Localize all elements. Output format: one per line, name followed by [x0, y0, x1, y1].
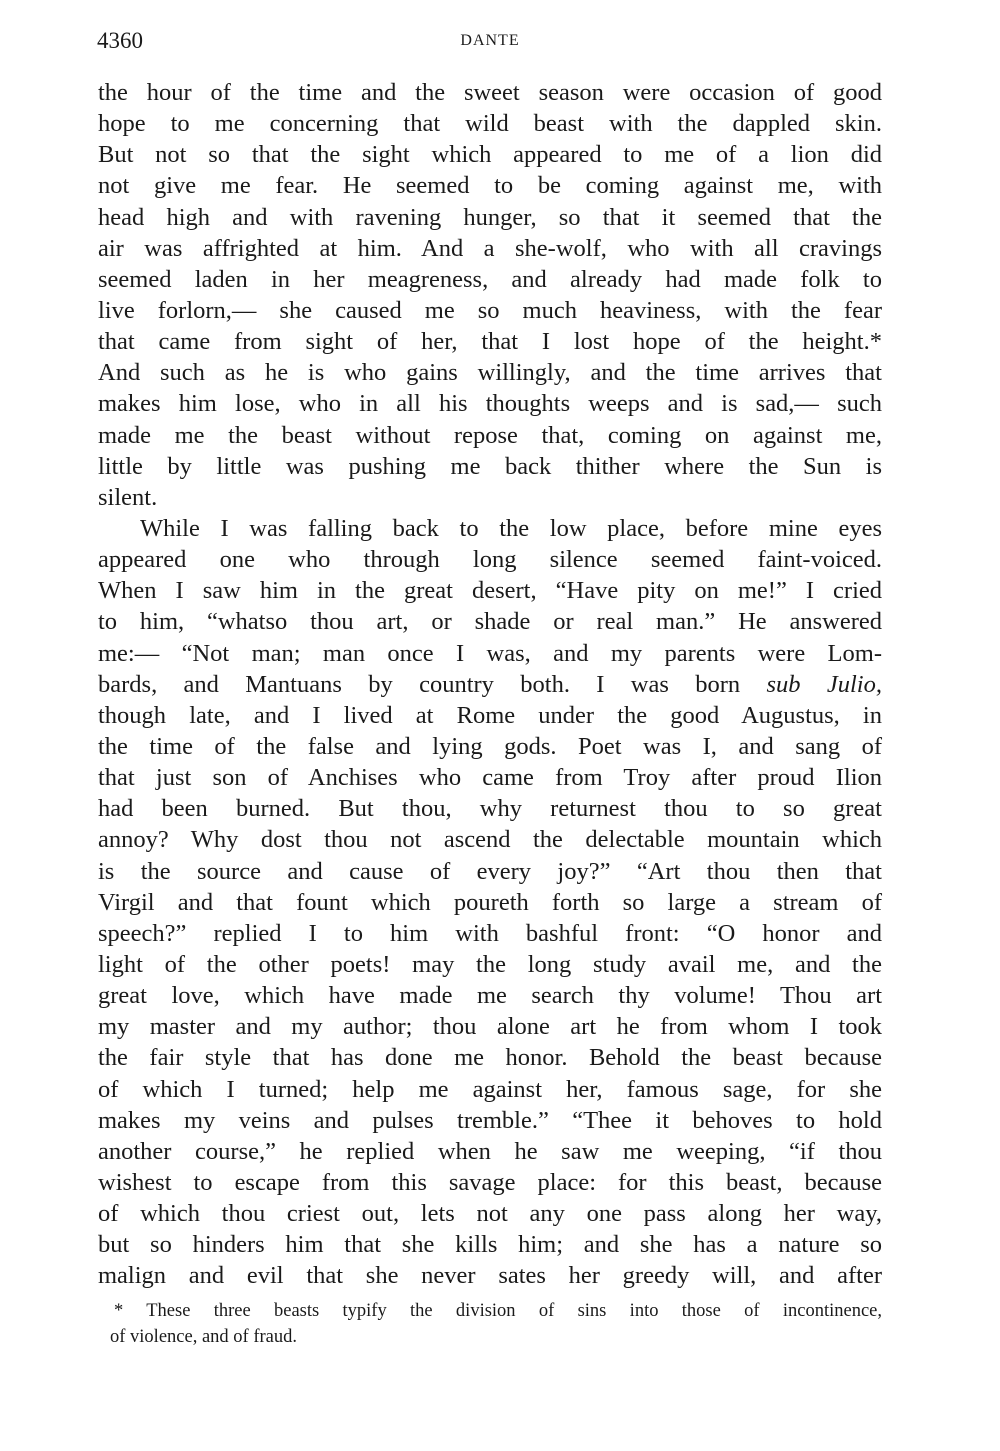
- text-line: but so hinders him that she kills him; and she has a nature so: [98, 1231, 882, 1259]
- page-number: 4360: [97, 28, 143, 53]
- text-line: another course,” he replied when he saw me weeping, “if thou: [98, 1137, 882, 1165]
- text-line: though late, and I lived at Rome under the good Augustus, in: [98, 701, 882, 729]
- text-line: of which thou criest out, lets not any one pass along her way,: [98, 1200, 882, 1228]
- text-line: light of the other poets! may the long study avail me, and the: [98, 950, 882, 978]
- running-title: DANTE: [460, 32, 520, 49]
- text-line: that came from sight of her, that I lost hope of the height.*: [98, 328, 882, 356]
- text-line: malign and evil that she never sates her greedy will, and after: [98, 1262, 882, 1290]
- text-line: [98, 669, 882, 700]
- text-line: to him, “whatso thou art, or shade or real man.” He answered: [98, 608, 882, 636]
- text-line: made me the beast without repose that, coming on against me,: [98, 421, 882, 449]
- text-line: makes him lose, who in all his thoughts weeps and is sad,— such: [98, 390, 882, 418]
- text-line: had been burned. But thou, why returnest thou to so great: [98, 795, 882, 823]
- text-line: Virgil and that fount which poureth forth so large a stream of: [98, 888, 882, 916]
- text-line: me:— “Not man; man once I was, and my parents were Lom-: [98, 639, 882, 667]
- text-line: that just son of Anchises who came from Troy after proud Ilion: [98, 764, 882, 792]
- body-text: [98, 77, 882, 1291]
- footnote-line: * These three beasts typify the division of sins into those of incontinence,: [114, 1301, 882, 1321]
- text-line: air was affrighted at him. And a she-wolf, who with all cravings: [98, 234, 882, 262]
- footnote: [110, 1298, 882, 1350]
- text-line: And such as he is who gains willingly, and the time arrives that: [98, 359, 882, 387]
- text-line: of which I turned; help me against her, famous sage, for she: [98, 1075, 882, 1103]
- footnote-line: of violence, and of fraud.: [110, 1327, 297, 1347]
- text-line: hope to me concerning that wild beast with the dappled skin.: [98, 110, 882, 138]
- text-line: appeared one who through long silence seemed faint-voiced.: [98, 546, 882, 574]
- text-line: seemed laden in her meagreness, and already had made folk to: [98, 265, 882, 293]
- text-line: But not so that the sight which appeared to me of a lion did: [98, 141, 882, 169]
- italic-text: sub Julio,: [766, 670, 882, 698]
- text-line: When I saw him in the great desert, “Have pity on me!” I cried: [98, 577, 882, 605]
- text-line: not give me fear. He seemed to be coming against me, with: [98, 172, 882, 200]
- text-line: head high and with ravening hunger, so that it seemed that the: [98, 203, 882, 231]
- text-line: great love, which have made me search thy volume! Thou art: [98, 982, 882, 1010]
- text-segment: bards, and Mantuans by country both. I was born: [98, 670, 767, 698]
- text-line: annoy? Why dost thou not ascend the delectable mountain which: [98, 826, 882, 854]
- text-line: live forlorn,— she caused me so much heaviness, with the fear: [98, 296, 882, 324]
- text-line: makes my veins and pulses tremble.” “Thee it behoves to hold: [98, 1106, 882, 1134]
- text-line: is the source and cause of every joy?” “Art thou then that: [98, 857, 882, 885]
- text-line: speech?” replied I to him with bashful front: “O honor and: [98, 919, 882, 947]
- text-line: wishest to escape from this savage place: for this beast, because: [98, 1168, 882, 1196]
- text-line: the fair style that has done me honor. Behold the beast because: [98, 1044, 882, 1072]
- text-line: While I was falling back to the low place, before mine eyes: [140, 514, 882, 542]
- text-line: the hour of the time and the sweet season were occasion of good: [98, 79, 882, 106]
- text-line: my master and my author; thou alone art he from whom I took: [98, 1013, 882, 1041]
- text-line: silent.: [98, 483, 158, 511]
- text-line: the time of the false and lying gods. Poet was I, and sang of: [98, 732, 882, 760]
- text-line: little by little was pushing me back thither where the Sun is: [98, 452, 882, 480]
